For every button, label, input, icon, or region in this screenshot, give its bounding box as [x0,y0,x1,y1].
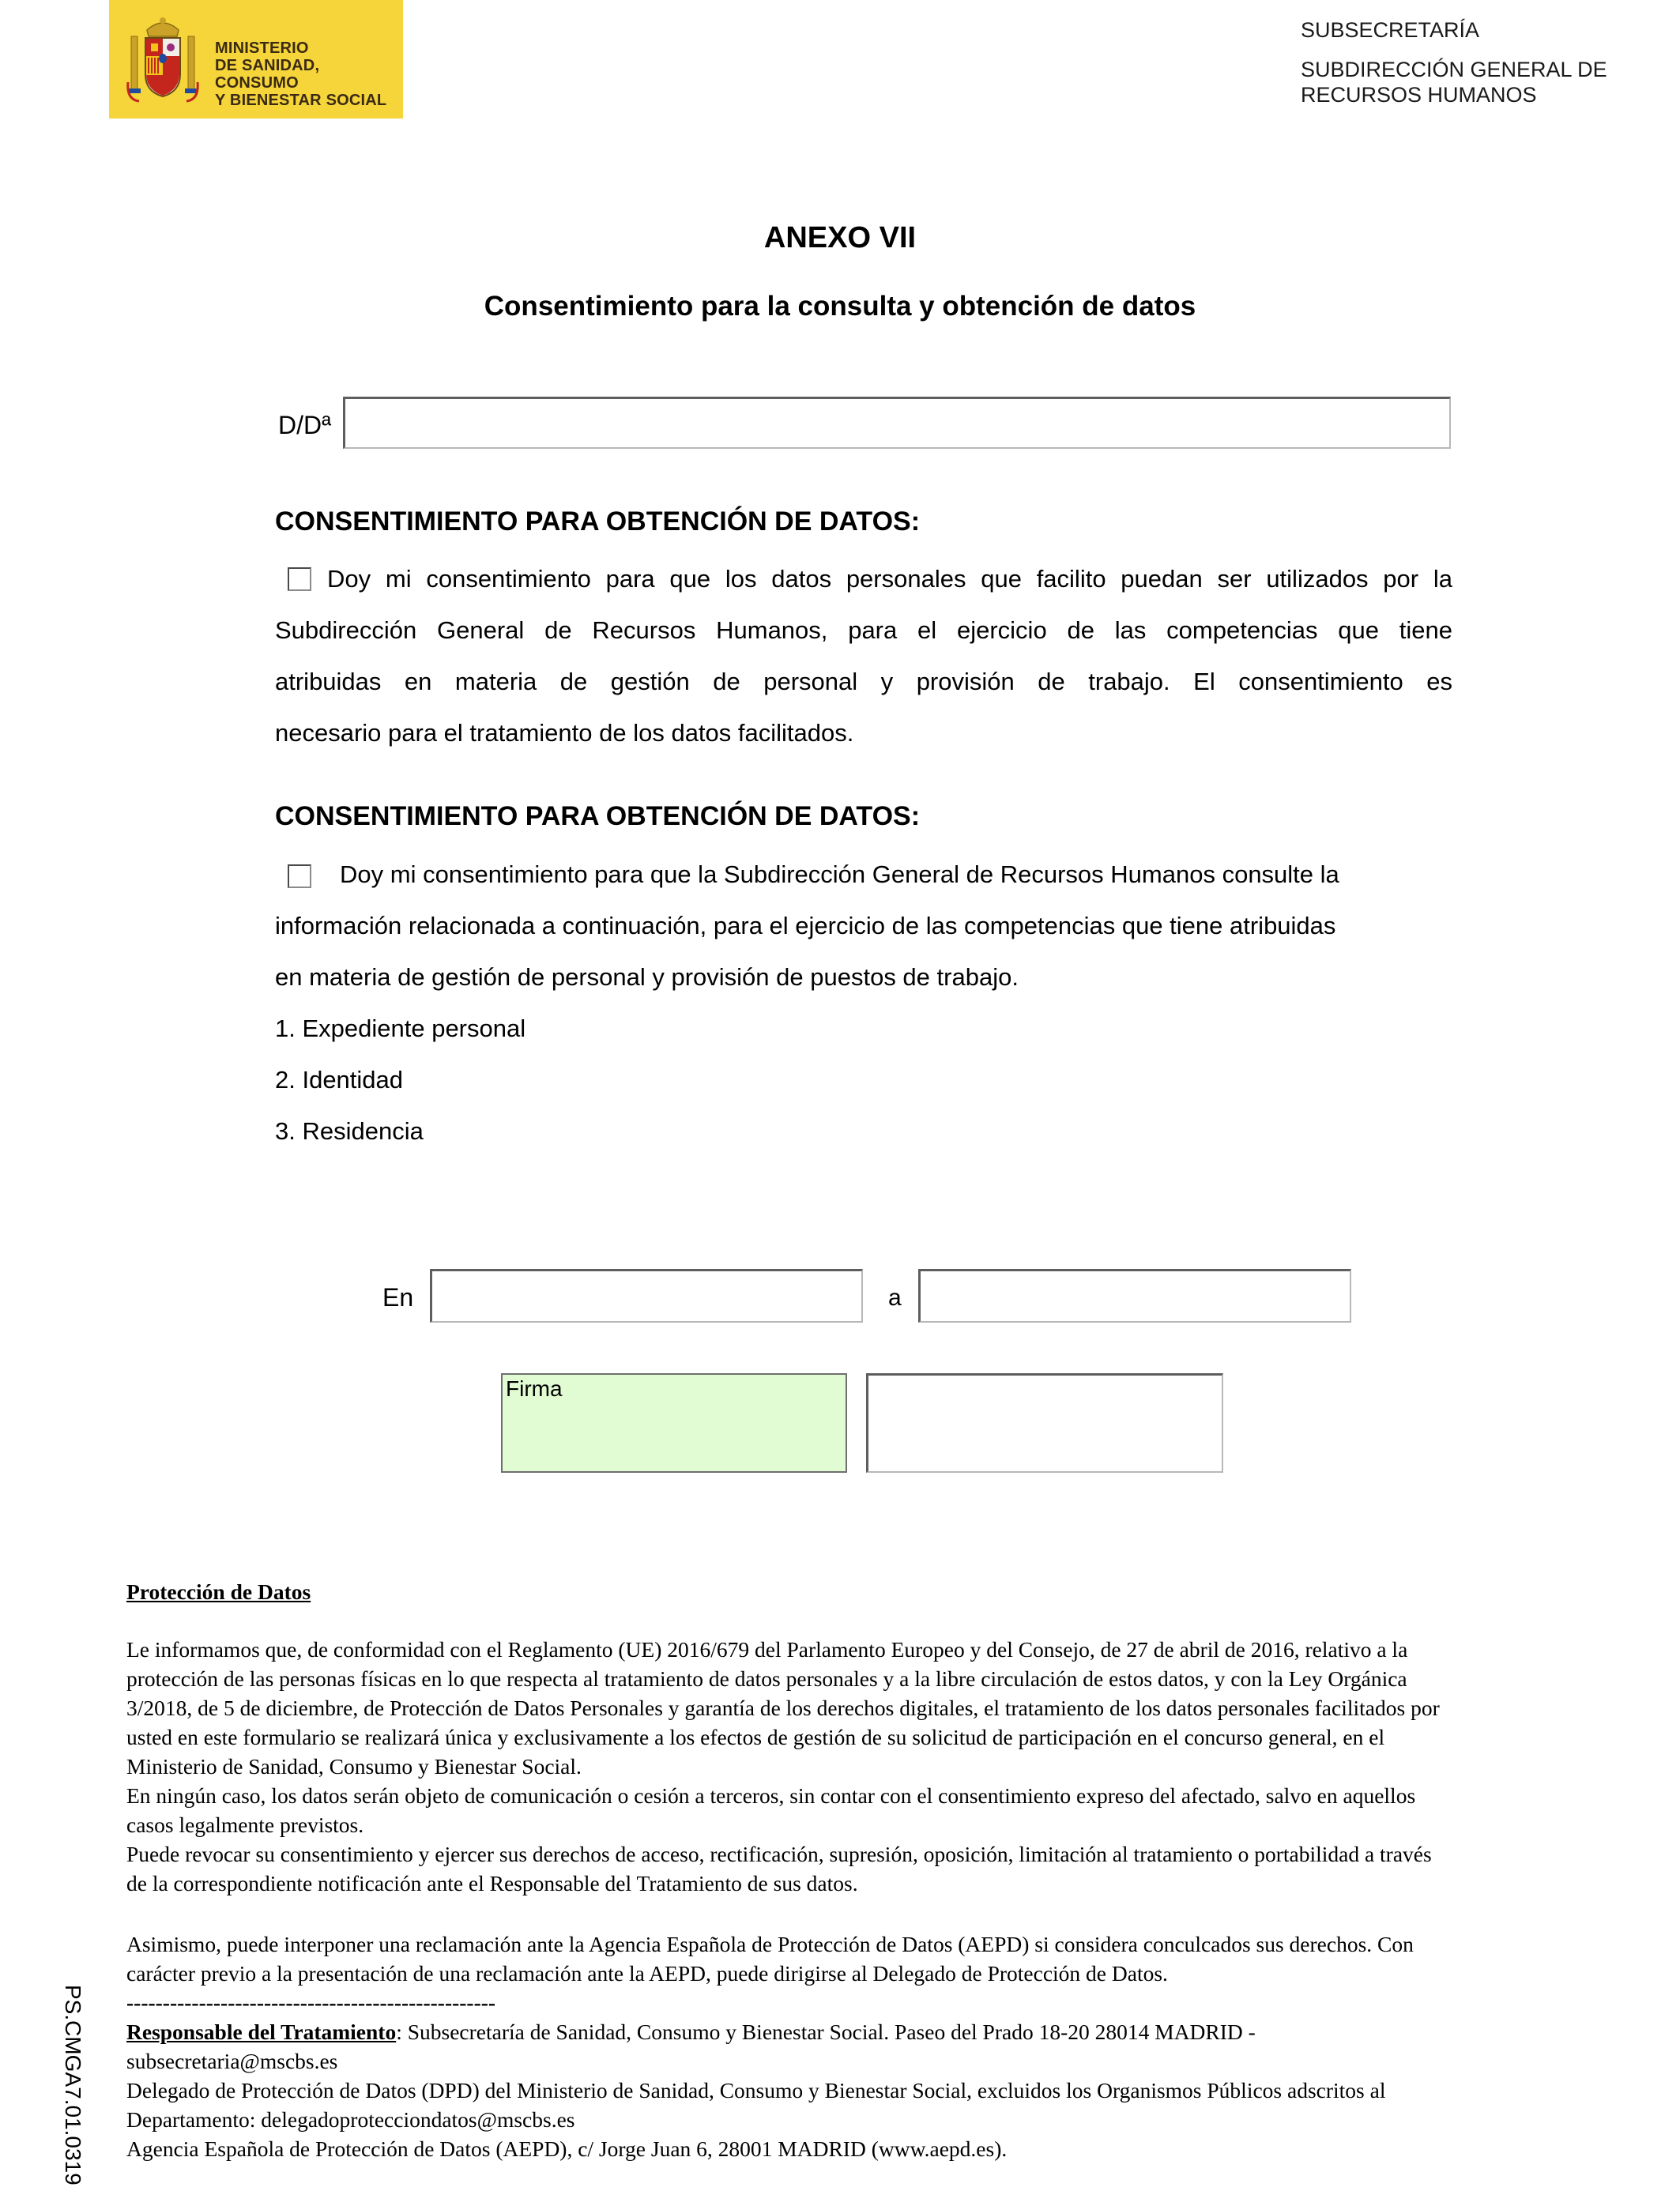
coat-of-arms-icon [125,13,201,106]
consent2-text: Doy mi consentimiento para que la Subdirección General de Recursos Humanos consulte la información relacionada a continuación, para el ejercicio de las competencias que tiene atribuidas en materia de gestión de personal y provisión de puestos de trabajo. 1. Expediente personal 2. Identidad 3. Residencia [275,849,1452,1157]
responsible-label: Responsable del Tratamiento [126,2020,397,2044]
name-field-label: D/Dª [278,411,331,439]
header-subsecretaria: SUBSECRETARÍA [1301,18,1480,42]
consent1-heading: CONSENTIMIENTO PARA OBTENCIÓN DE DATOS: [275,506,921,536]
consent2-item-1: 1. Expediente personal [275,1015,526,1042]
aepd-line: Agencia Española de Protección de Datos (AEPD), c/ Jorge Juan 6, 28001 MADRID (www.aepd.es). [126,2136,1008,2161]
responsible-email: subsecretaria@mscbs.es [126,2049,338,2073]
signature-label-box [501,1373,847,1473]
date-input[interactable] [918,1269,1351,1323]
page-title: ANEXO VII [763,221,917,254]
dpd-line-1: Delegado de Protección de Datos (DPD) del Ministerio de Sanidad, Consumo y Bienestar Social, excluidos los Organismos Públicos adscritos al [126,2078,1386,2102]
signature-input[interactable] [866,1373,1223,1473]
signature-label: Firma [506,1376,563,1401]
dpd-line-2: Departamento: delegadoprotecciondatos@mscbs.es [126,2107,575,2132]
responsible-text: : Subsecretaría de Sanidad, Consumo y Bienestar Social. Paseo del Prado 18-20 28014 MADRID - [396,2020,1256,2044]
header-subdireccion: SUBDIRECCIÓN GENERAL DE RECURSOS HUMANOS [1301,58,1607,107]
page-subtitle: Consentimiento para la consulta y obtención de datos [484,291,1196,322]
consent1-text: Doy mi consentimiento para que los datos personales que facilito puedan ser utilizados por la Subdirección General de Recursos Humanos, para el ejercicio de las competencias que tiene atribuidas en materia de gestión de personal y provisión de trabajo. El consentimiento es necesario para el tratamiento de los datos facilitados. [275,565,1452,747]
place-input[interactable] [430,1269,863,1323]
consent2-item-2: 2. Identidad [275,1066,404,1094]
consent2-heading: CONSENTIMIENTO PARA OBTENCIÓN DE DATOS: [275,801,921,831]
consent2-item-3: 3. Residencia [275,1117,424,1145]
date-label: a [888,1285,902,1311]
ministry-name: MINISTERIO DE SANIDAD, CONSUMO Y BIENESTAR SOCIAL [215,40,387,109]
name-input[interactable] [343,397,1451,449]
place-label: En [382,1283,414,1312]
ministry-logo [109,0,403,119]
data-protection-heading: Protección de Datos [126,1579,311,1604]
data-protection-paragraph-1: Le informamos que, de conformidad con el Reglamento (UE) 2016/679 del Parlamento Europeo y del Consejo, de 27 de abril de 2016, relativo a la protección de las personas físicas en lo que respecta al tratamiento de datos personales y a la libre circulación de estos datos, y con la Ley Orgánica 3/2018, de 5 de diciembre, de Protección de Datos Personales y garantía de los derechos digitales, el tratamiento de los datos personales facilitados por usted en este formulario se realizará única y exclusivamente a los efectos de gestión de su solicitud de participación en el concurso general, en el Ministerio de Sanidad, Consumo y Bienestar Social. En ningún caso, los datos serán objeto de comunicación o cesión a terceros, sin contar con el consentimiento expreso del afectado, salvo en aquellos casos legalmente previstos. Puede revocar su consentimiento y ejercer sus derechos de acceso, rectificación, supresión, oposición, limitación al tratamiento o portabilidad a través de la correspondiente notificación ante el Responsable del Tratamiento de sus datos. [126,1637,1440,1895]
data-protection-paragraph-2: Asimismo, puede interponer una reclamación ante la Agencia Española de Protección de Datos (AEPD) si considera conculcados sus derechos. Con carácter previo a la presentación de una reclamación ante la AEPD, puede dirigirse al Delegado de Protección de Datos. --------------------------------------------------- Responsable del Tratamiento: Subsecretaría de Sanidad, Consumo y Bienestar Social. Paseo del Prado 18-20 28014 MADRID - subsecretaria@mscbs.es Delegado de Protección de Datos (DPD) del Ministerio de Sanidad, Consumo y Bienestar Social, excluidos los Organismos Públicos adscritos al Departamento: delegadoprotecciondatos@mscbs.es Agencia Española de Protección de Datos (AEPD), c/ Jorge Juan 6, 28001 MADRID (www.aepd.es). [126,1929,1612,2163]
side-document-code: PS.CMGA7.01.0319 [61,1985,85,2185]
separator-line: --------------------------------------------------- [126,1990,496,2015]
